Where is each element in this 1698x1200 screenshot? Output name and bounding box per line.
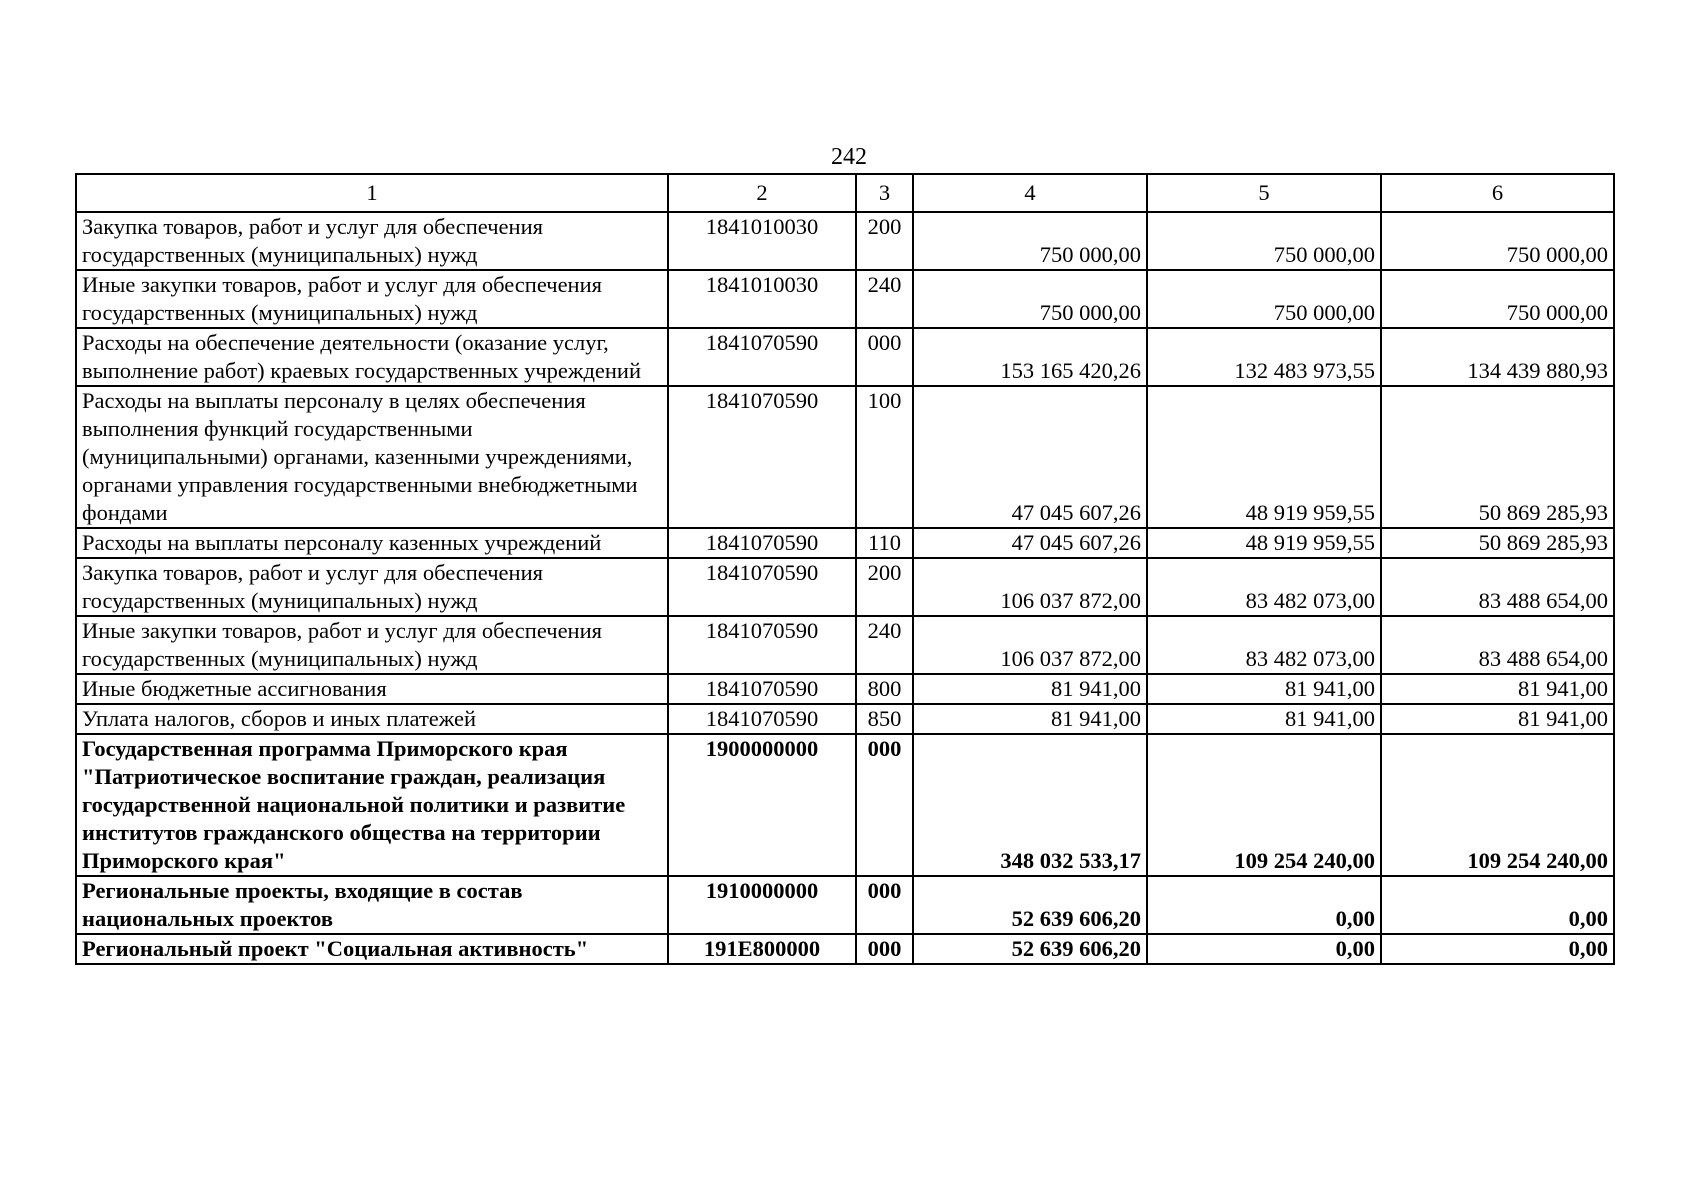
row-amount-3: 0,00 (1381, 876, 1614, 934)
row-code: 1841070590 (668, 558, 856, 616)
row-code: 1841070590 (668, 616, 856, 674)
row-amount-1: 47 045 607,26 (913, 528, 1147, 558)
row-code: 1841070590 (668, 386, 856, 528)
row-amount-2: 48 919 959,55 (1147, 528, 1381, 558)
row-amount-1: 750 000,00 (913, 270, 1147, 328)
row-amount-3: 109 254 240,00 (1381, 734, 1614, 876)
row-amount-2: 109 254 240,00 (1147, 734, 1381, 876)
row-code: 1841070590 (668, 674, 856, 704)
row-code: 1910000000 (668, 876, 856, 934)
row-amount-2: 48 919 959,55 (1147, 386, 1381, 528)
row-type: 000 (856, 328, 913, 386)
row-name: Уплата налогов, сборов и иных платежей (76, 704, 668, 734)
row-type: 240 (856, 270, 913, 328)
row-amount-3: 50 869 285,93 (1381, 528, 1614, 558)
budget-table (75, 173, 1615, 965)
row-amount-3: 83 488 654,00 (1381, 558, 1614, 616)
row-type: 100 (856, 386, 913, 528)
row-code: 1841070590 (668, 328, 856, 386)
row-code: 1900000000 (668, 734, 856, 876)
row-name: Закупка товаров, работ и услуг для обеспечения государственных (муниципальных) нужд (76, 212, 668, 270)
table-row (76, 734, 1614, 876)
header-cell: 4 (913, 174, 1147, 212)
row-amount-3: 81 941,00 (1381, 704, 1614, 734)
row-type: 240 (856, 616, 913, 674)
row-code: 1841010030 (668, 212, 856, 270)
row-amount-1: 153 165 420,26 (913, 328, 1147, 386)
table-row (76, 328, 1614, 386)
row-name: Региональные проекты, входящие в состав национальных проектов (76, 876, 668, 934)
header-cell: 1 (76, 174, 668, 212)
table-row (76, 704, 1614, 734)
row-amount-1: 81 941,00 (913, 704, 1147, 734)
row-amount-1: 750 000,00 (913, 212, 1147, 270)
row-amount-2: 132 483 973,55 (1147, 328, 1381, 386)
row-amount-1: 47 045 607,26 (913, 386, 1147, 528)
row-name: Расходы на обеспечение деятельности (оказание услуг, выполнение работ) краевых государственных учреждений (76, 328, 668, 386)
row-type: 110 (856, 528, 913, 558)
table-row (76, 876, 1614, 934)
row-name: Закупка товаров, работ и услуг для обеспечения государственных (муниципальных) нужд (76, 558, 668, 616)
header-cell: 3 (856, 174, 913, 212)
row-amount-1: 106 037 872,00 (913, 616, 1147, 674)
table-row (76, 674, 1614, 704)
row-amount-2: 83 482 073,00 (1147, 616, 1381, 674)
header-cell: 6 (1381, 174, 1614, 212)
row-code: 191E800000 (668, 934, 856, 964)
row-amount-2: 0,00 (1147, 934, 1381, 964)
row-type: 000 (856, 934, 913, 964)
row-amount-1: 348 032 533,17 (913, 734, 1147, 876)
row-name: Иные закупки товаров, работ и услуг для обеспечения государственных (муниципальных) нужд (76, 616, 668, 674)
table-row (76, 558, 1614, 616)
row-amount-3: 83 488 654,00 (1381, 616, 1614, 674)
row-amount-2: 750 000,00 (1147, 270, 1381, 328)
table-header-row (76, 174, 1614, 212)
row-amount-3: 750 000,00 (1381, 212, 1614, 270)
row-type: 800 (856, 674, 913, 704)
row-amount-2: 750 000,00 (1147, 212, 1381, 270)
row-code: 1841010030 (668, 270, 856, 328)
row-type: 200 (856, 212, 913, 270)
row-name: Расходы на выплаты персоналу казенных учреждений (76, 528, 668, 558)
row-amount-3: 81 941,00 (1381, 674, 1614, 704)
row-amount-1: 106 037 872,00 (913, 558, 1147, 616)
row-type: 200 (856, 558, 913, 616)
row-type: 000 (856, 876, 913, 934)
row-amount-2: 0,00 (1147, 876, 1381, 934)
header-cell: 2 (668, 174, 856, 212)
table-row (76, 616, 1614, 674)
row-amount-3: 0,00 (1381, 934, 1614, 964)
table-row (76, 934, 1614, 964)
row-name: Иные закупки товаров, работ и услуг для обеспечения государственных (муниципальных) нужд (76, 270, 668, 328)
row-amount-3: 134 439 880,93 (1381, 328, 1614, 386)
row-name: Государственная программа Приморского края "Патриотическое воспитание граждан, реализация государственной национальной политики и развитие институтов гражданского общества на территории Приморского края" (76, 734, 668, 876)
row-code: 1841070590 (668, 704, 856, 734)
table-row (76, 212, 1614, 270)
row-amount-3: 50 869 285,93 (1381, 386, 1614, 528)
row-amount-2: 81 941,00 (1147, 704, 1381, 734)
row-code: 1841070590 (668, 528, 856, 558)
row-amount-1: 81 941,00 (913, 674, 1147, 704)
row-amount-2: 81 941,00 (1147, 674, 1381, 704)
table-row (76, 528, 1614, 558)
table-row (76, 386, 1614, 528)
row-name: Иные бюджетные ассигнования (76, 674, 668, 704)
row-amount-1: 52 639 606,20 (913, 876, 1147, 934)
row-name: Расходы на выплаты персоналу в целях обеспечения выполнения функций государственными (муниципальными) органами, казенными учреждениями, органами управления государственными внебюджетными фондами (76, 386, 668, 528)
row-type: 850 (856, 704, 913, 734)
row-name: Региональный проект "Социальная активность" (76, 934, 668, 964)
row-type: 000 (856, 734, 913, 876)
page-number: 242 (831, 144, 867, 170)
row-amount-1: 52 639 606,20 (913, 934, 1147, 964)
row-amount-3: 750 000,00 (1381, 270, 1614, 328)
row-amount-2: 83 482 073,00 (1147, 558, 1381, 616)
table-row (76, 270, 1614, 328)
header-cell: 5 (1147, 174, 1381, 212)
